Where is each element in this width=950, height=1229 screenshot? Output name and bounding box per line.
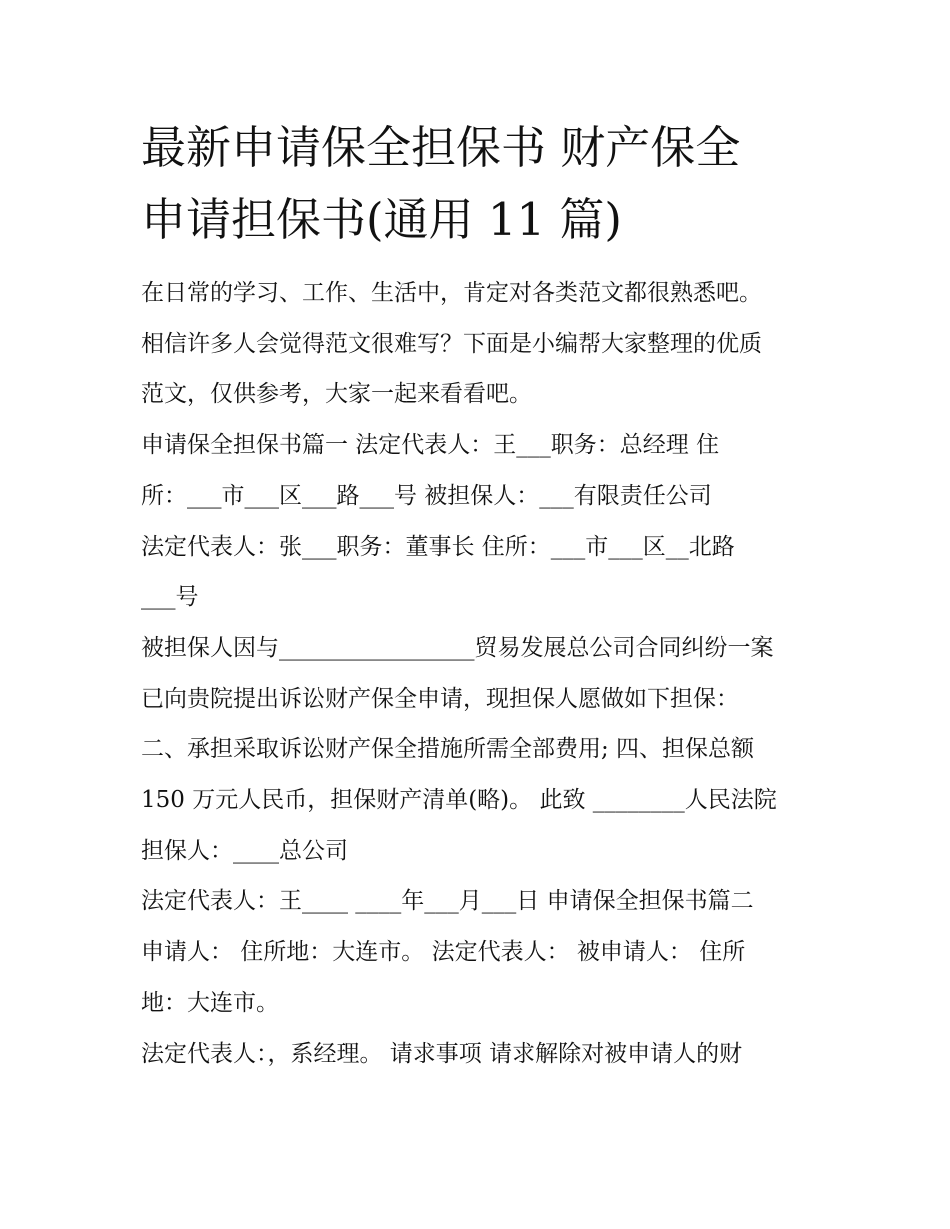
paragraph-intro: 在日常的学习、工作、生活中，肯定对各类范文都很熟悉吧。 相信许多人会觉得范文很难写？下面是小编帮大家整理的优质 范文，仅供参考，大家一起来看看吧。 <box>141 280 762 408</box>
document-body <box>141 268 821 1079</box>
paragraph-guarantor-info: 申请保全担保书篇一 法定代表人：王___职务：总经理 住 所：___市___区___路___号 被担保人：___有限责任公司 法定代表人：张___职务：董事长 住所：___市___区__北路 ___号 <box>141 432 735 611</box>
paragraph-applicant-info: 法定代表人：王____ ____年___月___日 申请保全担保书篇二 申请人： 住所地：大连市。 法定代表人： 被申请人： 住所 地：大连市。 <box>141 888 754 1016</box>
paragraph-guarantee-terms: 被担保人因与_________________贸易发展总公司合同纠纷一案 已向贵院提出诉讼财产保全申请，现担保人愿做如下担保： 二、承担采取诉讼财产保全措施所需全部费用; 四、担保总额 150 万元人民币，担保财产清单(略)。 此致 ________人民法院 担保人：____总公司 <box>141 634 777 864</box>
document-title: 最新申请保全担保书 财产保全 申请担保书(通用 11 篇) <box>141 121 741 246</box>
document-page <box>141 112 821 1079</box>
paragraph-request: 法定代表人：，系经理。 请求事项 请求解除对被申请人的财 <box>141 1040 743 1067</box>
